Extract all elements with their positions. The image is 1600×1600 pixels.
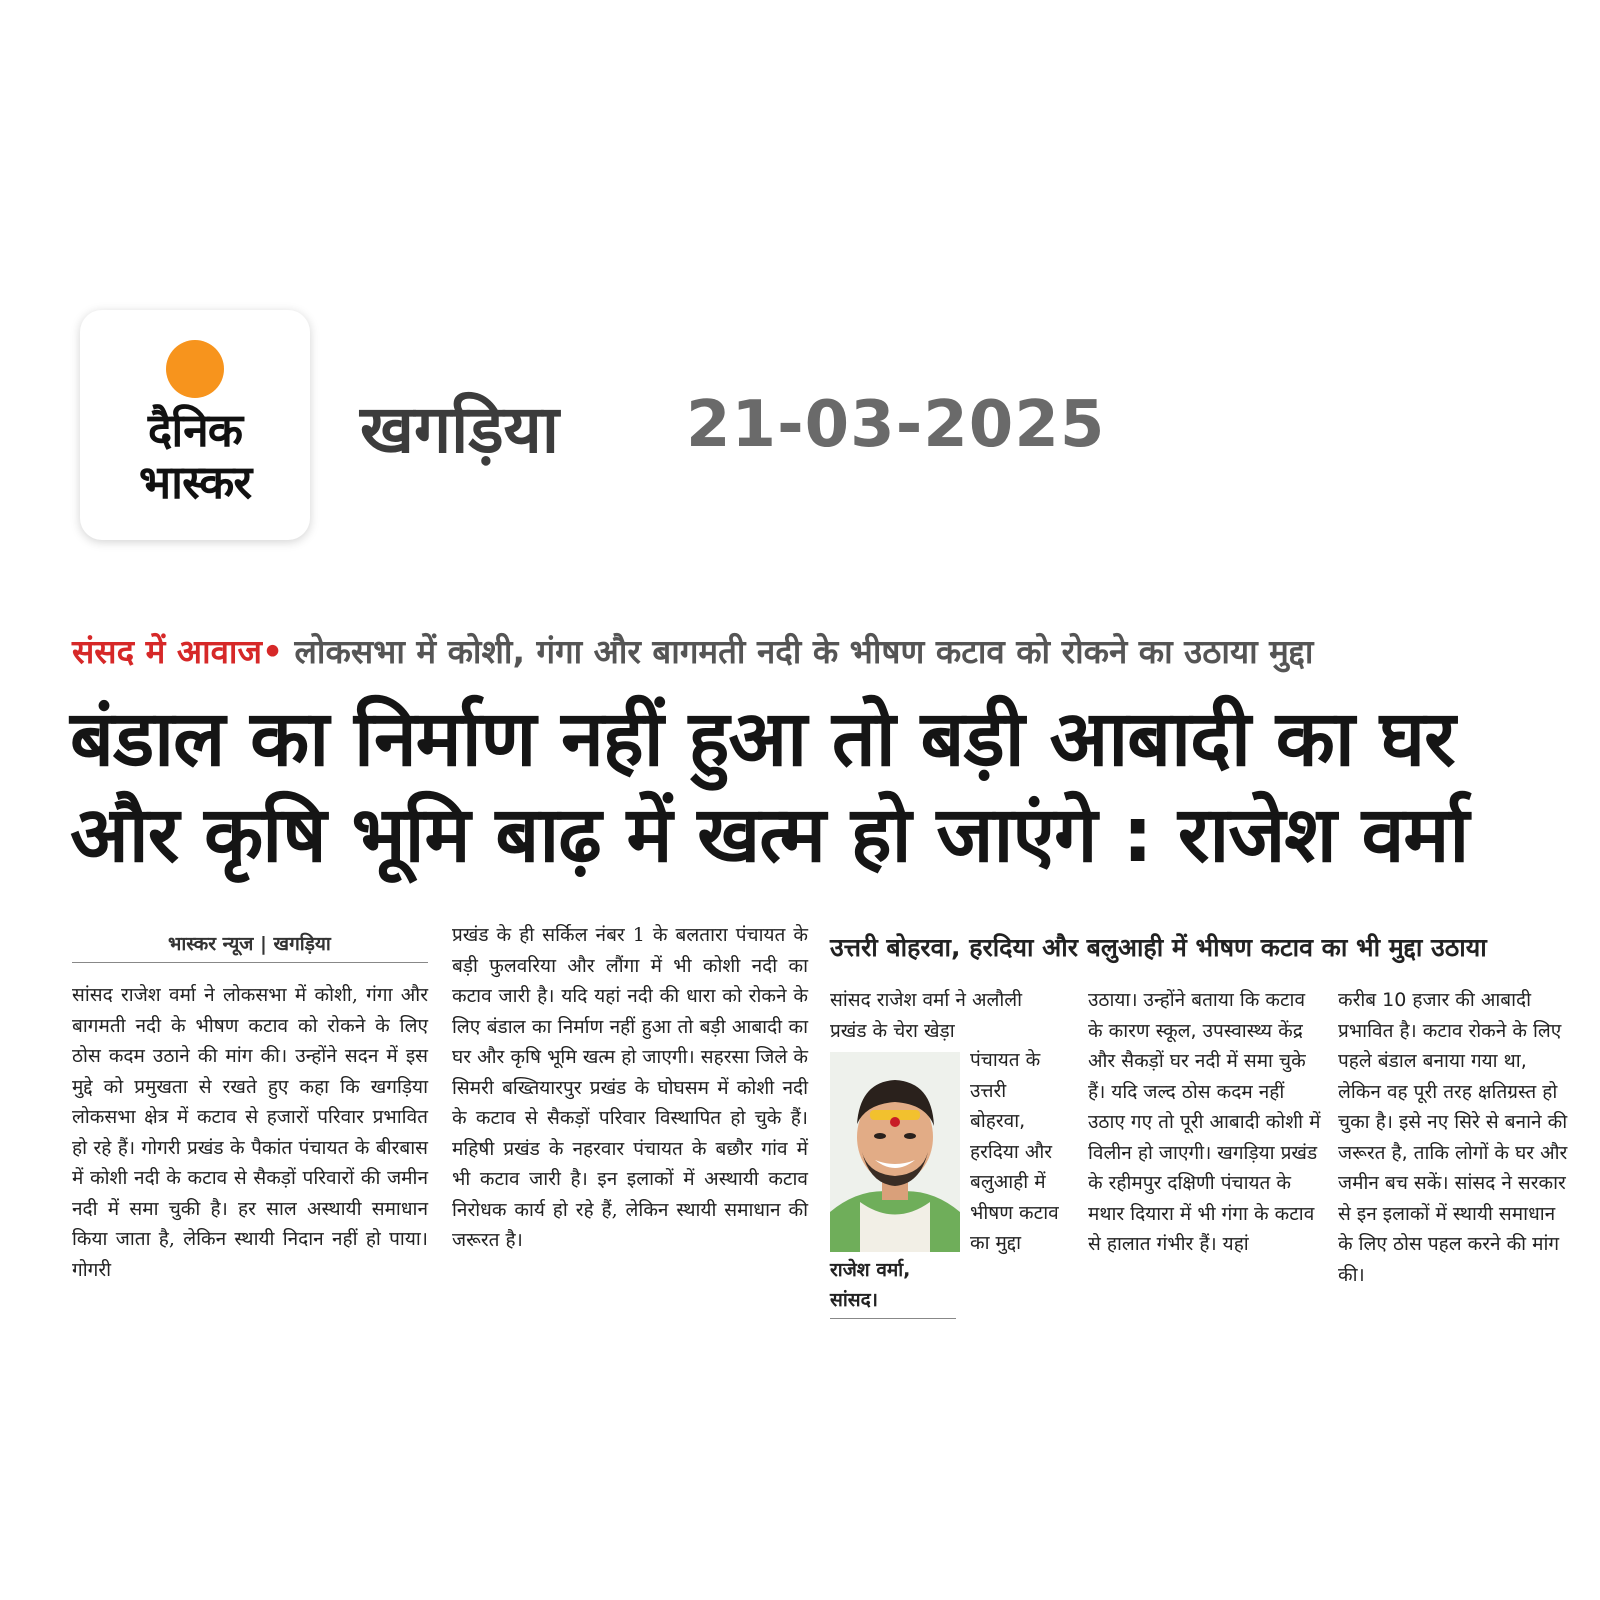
photo-caption-name: राजेश वर्मा,	[830, 1259, 911, 1281]
newspaper-logo	[80, 310, 310, 540]
article-column-5: करीब 10 हजार की आबादी प्रभावित है। कटाव रोकने के लिए पहले बंडाल बनाया गया था, लेकिन वह पूरी तरह क्षतिग्रस्त हो चुका है। इसे नए सिरे से बनाने की जरूरत है, ताकि लोगों के घर और जमीन बच सकें। सांसद ने सरकार से इन इलाकों में स्थायी समाधान के लिए ठोस पहल करने की मांग की।	[1338, 989, 1568, 1286]
article-column-4: उठाया। उन्होंने बताया कि कटाव के कारण स्कूल, उपस्वास्थ्य केंद्र और सैकड़ों घर नदी में समा चुके हैं। यदि जल्द ठोस कदम नहीं उठाए गए तो पूरी आबादी कोशी में विलीन हो जाएगी। खगड़िया प्रखंड के रहीमपुर दक्षिणी पंचायत के मथार दियारा में भी गंगा के कटाव से हालात गंभीर हैं। यहां	[1088, 989, 1321, 1255]
photo-caption-title: सांसद।	[830, 1289, 878, 1311]
logo-text-line1: दैनिक	[147, 403, 243, 457]
article-column-1: सांसद राजेश वर्मा ने लोकसभा में कोशी, गंगा और बागमती नदी के भीषण कटाव को रोकने के लिए ठोस कदम उठाने की मांग की। उन्होंने सदन में इस मुद्दे को प्रमुखता से रखते हुए कहा कि खगड़िया लोकसभा क्षेत्र में कटाव से हजारों परिवार प्रभावित हो रहे हैं। गोगरी प्रखंड के पैकांत पंचायत के बीरबास में कोशी नदी के कटाव से सैकड़ों परिवारों की जमीन नदी में समा चुकी है। हर साल अस्थायी समाधान किया जाता है, लेकिन स्थायी निदान नहीं हो पाया। गोगरी	[72, 984, 428, 1281]
article-column-2: प्रखंड के ही सर्किल नंबर 1 के बलतारा पंचायत के बड़ी फुलवरिया और लौंगा में भी कोशी नदी का कटाव जारी है। यदि यहां नदी की धारा को रोकने के लिए बंडाल का निर्माण नहीं हुआ तो बड़ी आबादी का घर और कृषि भूमि खत्म हो जाएगी। सहरसा जिले के सिमरी बख्तियारपुर प्रखंड के घोघसम में कोशी नदी के कटाव से सैकड़ों परिवार विस्थापित हो चुके हैं। महिषी प्रखंड के नहरवार पंचायत के बछौर गांव में भी कटाव जारी है। इन इलाकों में अस्थायी कटाव निरोधक कार्य हो रहे हैं, लेकिन स्थायी समाधान की जरूरत है।	[452, 924, 808, 1251]
headline	[70, 692, 1560, 884]
subheadline: उत्तरी बोहरवा, हरदिया और बलुआही में भीषण कटाव का भी मुद्दा उठाया	[830, 933, 1487, 962]
headline-line1: बंडाल का निर्माण नहीं हुआ तो बड़ी आबादी का घर	[70, 695, 1455, 784]
portrait-illustration	[830, 1052, 960, 1252]
logo-text-line2: भास्कर	[138, 455, 252, 509]
photo-caption	[830, 1255, 960, 1315]
kicker-label: संसद में आवाज•	[72, 632, 284, 671]
header-city: खगड़िया	[360, 391, 559, 468]
kicker	[72, 628, 1572, 673]
headline-line2: और कृषि भूमि बाढ़ में खत्म हो जाएंगे : राजेश वर्मा	[70, 791, 1469, 880]
sun-icon	[166, 340, 224, 398]
byline: भास्कर न्यूज | खगड़िया	[168, 933, 331, 955]
kicker-text: लोकसभा में कोशी, गंगा और बागमती नदी के भीषण कटाव को रोकने का उठाया मुद्दा	[283, 632, 1314, 671]
header-date: 21-03-2025	[686, 388, 1106, 462]
article-column-3-top: सांसद राजेश वर्मा ने अलौली प्रखंड के चेरा खेड़ा	[830, 989, 1023, 1042]
article-column-3-side: पंचायत के उत्तरी बोहरवा, हरदिया और बलुआही में भीषण कटाव का मुद्दा	[970, 1049, 1059, 1254]
byline-divider	[72, 962, 428, 963]
mp-portrait-photo	[830, 1052, 960, 1252]
caption-divider	[830, 1318, 956, 1319]
